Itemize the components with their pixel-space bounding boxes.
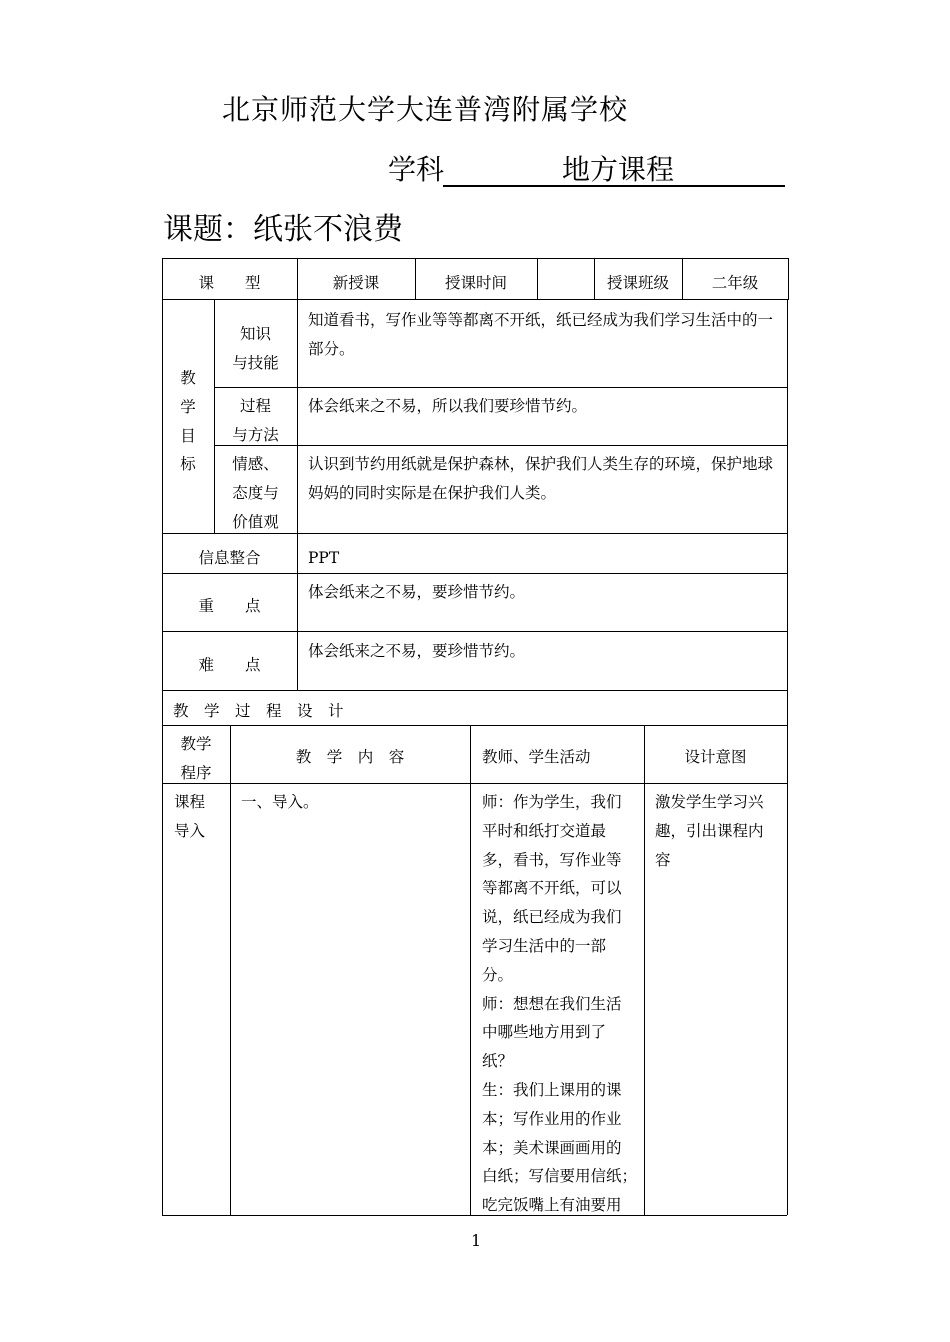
grid-line (470, 725, 471, 1215)
grid-line (788, 258, 789, 299)
subject-underline (443, 185, 785, 187)
grid-line (162, 690, 787, 691)
grid-line (644, 725, 645, 1215)
difficulty-label: 难 点 (198, 656, 261, 674)
grid-line (162, 631, 787, 632)
process-design-title: 教 学 过 程 设 计 (173, 702, 344, 720)
info-integration-label: 信息整合 (198, 549, 261, 567)
activity-cell: 师：作为学生，我们 平时和纸打交道最 多，看书，写作业等 等都离不开纸，可以 说，纸已经成为我们 学习生活中的一部 分。 师：想想在我们生活 中哪些地方用到了 纸？ 生：我们上课用的课 本；写作业用的作业 本；美术课画画用的 白纸；写信要用信纸； 吃完饭嘴上有油要用 (482, 793, 638, 1215)
knowledge-skill-text: 知道看书，写作业等等都离不开纸，纸已经成为我们学习生活中的一部分。 (308, 311, 774, 358)
lesson-class-value: 二年级 (711, 274, 759, 292)
process-method-text: 体会纸来之不易，所以我们要珍惜节约。 (308, 397, 588, 415)
content-cell: 一、导入。 (241, 793, 319, 811)
lesson-class-label: 授课班级 (606, 274, 669, 292)
procedure-cell: 课程 导入 (174, 793, 206, 840)
grid-line (162, 783, 787, 784)
intent-cell: 激发学生学习兴 趣，引出课程内 容 (655, 793, 764, 869)
emotion-attitude-label: 情感、 态度与 价值观 (232, 455, 279, 531)
grid-line (537, 258, 538, 299)
content-header: 教 学 内 容 (295, 748, 405, 766)
grid-line (162, 299, 789, 300)
lesson-type-value: 新授课 (332, 274, 380, 292)
emotion-attitude-text: 认识到节约用纸就是保护森林，保护我们人类生存的环境，保护地球妈妈的同时实际是在保护我们人类。 (308, 455, 774, 502)
grid-line (162, 1215, 787, 1216)
grid-line (214, 387, 787, 388)
intent-header: 设计意图 (684, 748, 747, 766)
key-point-label: 重 点 (198, 597, 261, 615)
objectives-label: 教 学 目 标 (180, 369, 196, 474)
grid-line (230, 725, 231, 1215)
lesson-topic: 课题：纸张不浪费 (163, 212, 403, 247)
info-integration-value: PPT (308, 549, 340, 567)
difficulty-value: 体会纸来之不易，要珍惜节约。 (308, 642, 526, 660)
grid-line (162, 258, 789, 259)
knowledge-skill-label: 知识 与技能 (232, 325, 279, 372)
lesson-type-label: 课 型 (198, 274, 261, 292)
grid-line (162, 573, 787, 574)
grid-line (787, 299, 788, 1215)
procedure-header: 教学 程序 (180, 735, 212, 782)
key-point-value: 体会纸来之不易，要珍惜节约。 (308, 583, 526, 601)
subject-label: 学科 (388, 153, 445, 186)
school-name: 北京师范大学大连普湾附属学校 (222, 93, 629, 126)
grid-line (297, 258, 298, 690)
subject-value: 地方课程 (562, 153, 675, 186)
grid-line (214, 445, 787, 446)
page-number: 1 (471, 1231, 482, 1250)
lesson-time-label: 授课时间 (444, 274, 507, 292)
activity-header: 教师、学生活动 (482, 748, 591, 766)
process-method-label: 过程 与方法 (232, 397, 279, 444)
